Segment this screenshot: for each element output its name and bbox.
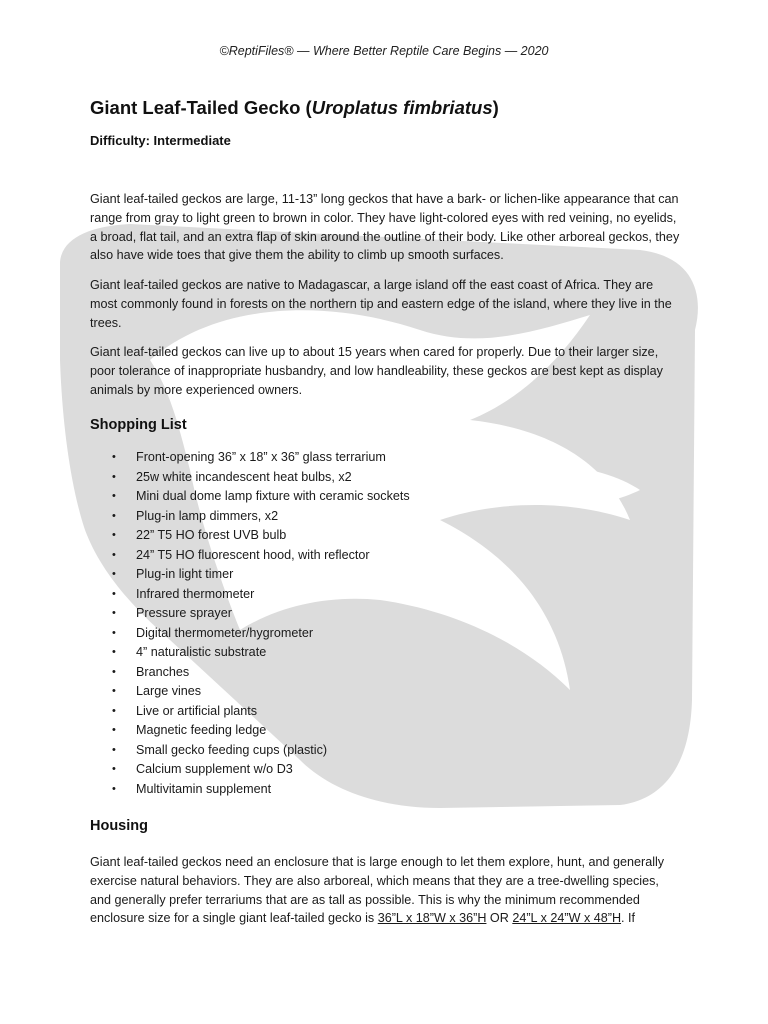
bullet-icon: • [112,724,116,736]
list-item-text: Large vines [136,684,202,698]
list-item-text: Digital thermometer/hygrometer [136,625,314,640]
list-item [112,468,612,488]
shopping-list [112,448,612,799]
title-common-name: Giant Leaf-Tailed Gecko ( [90,97,312,118]
list-item [112,663,612,683]
list-item-text: Plug-in light timer [136,567,234,581]
intro-paragraph-range: Giant leaf-tailed geckos are native to Madagascar, a large island off the east coast of Africa. They are most commonly found in forests on the northern tip and eastern edge of the island, where they live in the trees. [90,278,672,330]
housing-or: OR [486,911,513,926]
list-item [112,721,612,741]
list-item-text: Plug-in lamp dimmers, x2 [136,508,279,523]
housing-paragraph [90,853,680,928]
list-item-text: Infrared thermometer [136,586,255,601]
bullet-icon: • [112,587,116,600]
list-item [112,643,612,663]
title-close-paren: ) [492,97,499,118]
list-item-text: 24” T5 HO fluorescent hood, with reflector [136,547,370,562]
enclosure-size-option-1: 36”L x 18”W x 36”H [377,911,487,926]
list-item [112,526,612,546]
bullet-icon: • [112,548,116,561]
bullet-icon: • [112,529,116,541]
list-item [112,565,612,585]
list-item-text: Live or artificial plants [136,703,258,718]
bullet-icon: • [112,568,116,580]
difficulty-label: Difficulty: Intermediate [90,133,231,148]
list-item-text: Mini dual dome lamp fixture with ceramic sockets [136,489,410,503]
list-item-text: Pressure sprayer [136,606,232,620]
list-item-text: Multivitamin supplement [136,781,272,796]
list-item-text: 22” T5 HO forest UVB bulb [136,528,287,542]
bullet-icon: • [112,782,116,795]
list-item-text: 25w white incandescent heat bulbs, x2 [136,469,352,484]
bullet-icon: • [112,665,116,678]
list-item [112,741,612,761]
bullet-icon: • [112,509,116,522]
intro-paragraph-lifespan: Giant leaf-tailed geckos can live up to about 15 years when cared for properly. Due to their larger size, poor tolerance of inappropriate husbandry, and low handleability, these geckos are best kept as display animals by more experienced owners. [90,345,663,397]
title-scientific-name: Uroplatus fimbriatus [311,97,493,118]
list-item [112,448,612,468]
list-item [112,507,612,527]
list-item [112,682,612,702]
list-item [112,487,612,507]
bullet-icon: • [112,743,116,756]
bullet-icon: • [112,470,116,483]
page-title [90,97,499,119]
list-item-text: Magnetic feeding ledge [136,723,267,737]
bullet-icon: • [112,490,116,502]
bullet-icon: • [112,626,116,639]
housing-heading: Housing [90,818,148,834]
list-item-text: Branches [136,664,190,679]
enclosure-size-option-2: 24”L x 24”W x 48”H [512,911,622,926]
housing-text-after: . If [621,911,636,926]
list-item [112,702,612,722]
housing-text-before: Giant leaf-tailed geckos need an enclosure that is large enough to let them explore, hunt, and generally exercise natural behaviors. They are also arboreal, which means that they are a tree-dwelling species, and generally prefer terrariums that are as tall as possible. This is why the minimum recommended enclosure size for a single giant leaf-tailed gecko is [90,855,665,926]
bullet-icon: • [112,685,116,697]
bullet-icon: • [112,607,116,619]
bullet-icon: • [112,646,116,658]
list-item-text: 4” naturalistic substrate [136,645,267,659]
bullet-icon: • [112,704,116,717]
list-item [112,760,612,780]
list-item [112,624,612,644]
list-item [112,546,612,566]
bullet-icon: • [112,763,116,775]
bullet-icon: • [112,451,116,463]
intro-paragraph-description: Giant leaf-tailed geckos are large, 11-13” long geckos that have a bark- or lichen-like appearance that can range from gray to light green to brown in color. They have light-colored eyes with red veining, no eyelids, a broad, flat tail, and an extra flap of skin around the outline of their body. Like other arboreal geckos, they also have wide toes that give them the ability to climb up smooth surfaces. [90,192,680,263]
shopping-list-heading: Shopping List [90,417,187,433]
list-item-text: Small gecko feeding cups (plastic) [136,742,328,757]
list-item [112,780,612,800]
page-header: ©ReptiFiles® — Where Better Reptile Care Begins — 2020 [219,44,549,58]
list-item [112,585,612,605]
list-item-text: Front-opening 36” x 18” x 36” glass terrarium [136,450,386,464]
list-item-text: Calcium supplement w/o D3 [136,762,293,776]
list-item [112,604,612,624]
